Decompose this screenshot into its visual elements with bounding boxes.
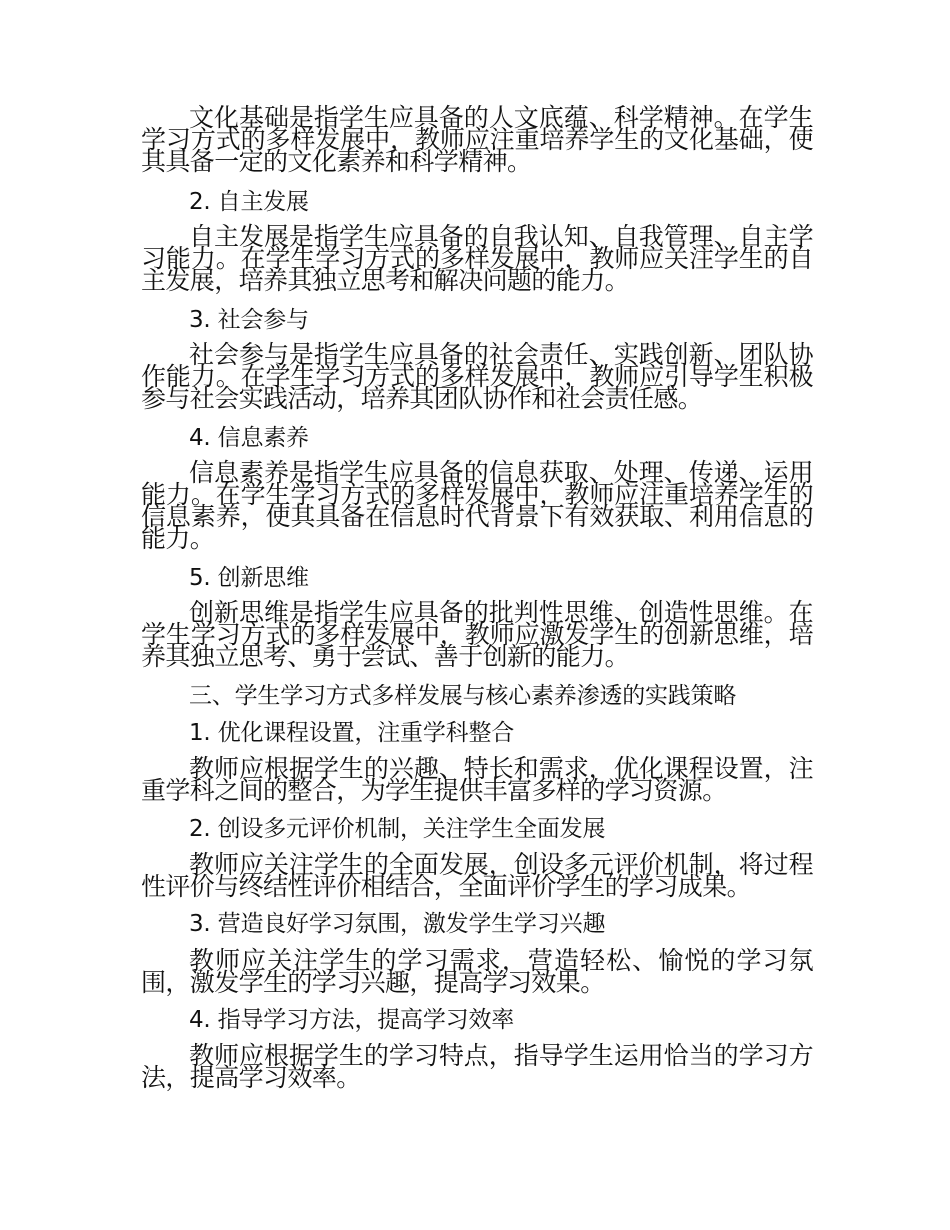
paragraph-cultural-foundation: 文化基础是指学生应具备的人文底蕴、科学精神。在学生学习方式的多样发展中，教师应注重培养学生的文化基础，使其具备一定的文化素养和科学精神。 — [141, 103, 813, 176]
section-heading-practice-strategies: 三、学生学习方式多样发展与核心素养渗透的实践策略 — [189, 683, 737, 709]
heading-self-development: 2. 自主发展 — [189, 189, 309, 215]
paragraph-learning-atmosphere: 教师应关注学生的学习需求，营造轻松、愉悦的学习氛围，激发学生的学习兴趣，提高学习效果。 — [141, 946, 813, 997]
heading-social-participation: 3. 社会参与 — [189, 307, 309, 333]
heading-innovative-thinking: 5. 创新思维 — [189, 565, 309, 591]
paragraph-social-participation: 社会参与是指学生应具备的社会责任、实践创新、团队协作能力。在学生学习方式的多样发展中，教师应引导学生积极参与社会实践活动，培养其团队协作和社会责任感。 — [141, 340, 813, 413]
paragraph-evaluation-mechanism: 教师应关注学生的全面发展，创设多元评价机制，将过程性评价与终结性评价相结合，全面评价学生的学习成果。 — [141, 850, 813, 901]
paragraph-information-literacy: 信息素养是指学生应具备的信息获取、处理、传递、运用能力。在学生学习方式的多样发展中，教师应注重培养学生的信息素养，使其具备在信息时代背景下有效获取、利用信息的能力。 — [141, 458, 813, 553]
heading-evaluation-mechanism: 2. 创设多元评价机制，关注学生全面发展 — [189, 816, 606, 842]
heading-information-literacy: 4. 信息素养 — [189, 425, 309, 451]
heading-optimize-curriculum: 1. 优化课程设置，注重学科整合 — [189, 720, 515, 746]
paragraph-optimize-curriculum: 教师应根据学生的兴趣、特长和需求，优化课程设置，注重学科之间的整合，为学生提供丰富多样的学习资源。 — [141, 754, 813, 805]
paragraph-innovative-thinking: 创新思维是指学生应具备的批判性思维、创造性思维。在学生学习方式的多样发展中，教师应激发学生的创新思维，培养其独立思考、勇于尝试、善于创新的能力。 — [141, 598, 813, 671]
heading-learning-methods: 4. 指导学习方法，提高学习效率 — [189, 1007, 515, 1033]
paragraph-learning-methods: 教师应根据学生的学习特点，指导学生运用恰当的学习方法，提高学习效率。 — [141, 1041, 813, 1092]
heading-learning-atmosphere: 3. 营造良好学习氛围，激发学生学习兴趣 — [189, 911, 606, 937]
paragraph-self-development: 自主发展是指学生应具备的自我认知、自我管理、自主学习能力。在学生学习方式的多样发展中，教师应关注学生的自主发展，培养其独立思考和解决问题的能力。 — [141, 222, 813, 295]
